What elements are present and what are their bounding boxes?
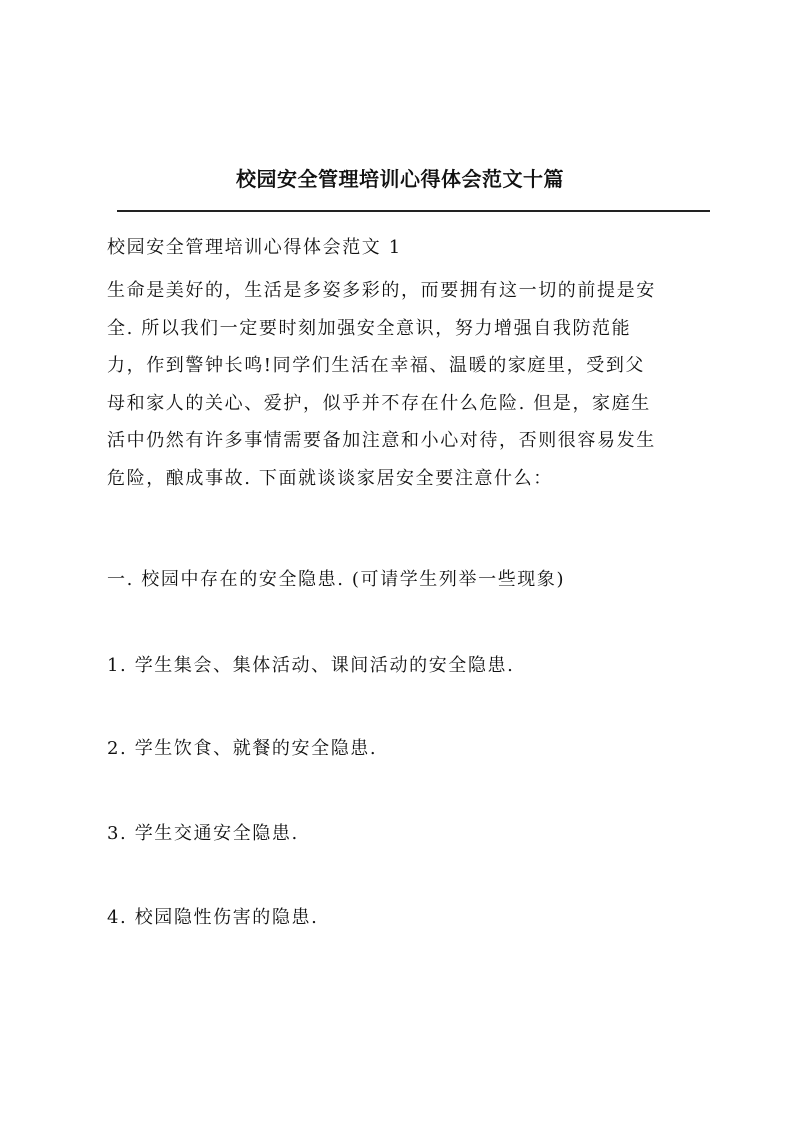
- paragraph-line: 力，作到警钟长鸣!同学们生活在幸福、温暖的家庭里，受到父: [107, 355, 646, 376]
- document-title: 校园安全管理培训心得体会范文十篇: [236, 167, 564, 191]
- section-heading: 一. 校园中存在的安全隐患. (可请学生列举一些现象): [107, 569, 566, 590]
- paragraph-line: 生命是美好的，生活是多姿多彩的，而要拥有这一切的前提是安: [107, 280, 656, 301]
- title-underline: [117, 210, 710, 212]
- list-item: 2. 学生饮食、就餐的安全隐患.: [107, 738, 378, 759]
- paragraph-line: 母和家人的关心、爱护，似乎并不存在什么危险. 但是，家庭生: [107, 392, 651, 414]
- paragraph-line: 全. 所以我们一定要时刻加强安全意识，努力增强自我防范能: [107, 317, 632, 339]
- paragraph-line: 危险，酿成事故. 下面就谈谈家居安全要注意什么：: [107, 467, 553, 489]
- list-item: 4. 校园隐性伤害的隐患.: [107, 907, 319, 928]
- article-subtitle: 校园安全管理培训心得体会范文 1: [107, 237, 402, 258]
- paragraph-line: 活中仍然有许多事情需要备加注意和小心对待，否则很容易发生: [107, 430, 656, 451]
- list-item: 1. 学生集会、集体活动、课间活动的安全隐患.: [107, 655, 515, 676]
- list-item: 3. 学生交通安全隐患.: [107, 823, 299, 844]
- intro-paragraph: [107, 272, 713, 497]
